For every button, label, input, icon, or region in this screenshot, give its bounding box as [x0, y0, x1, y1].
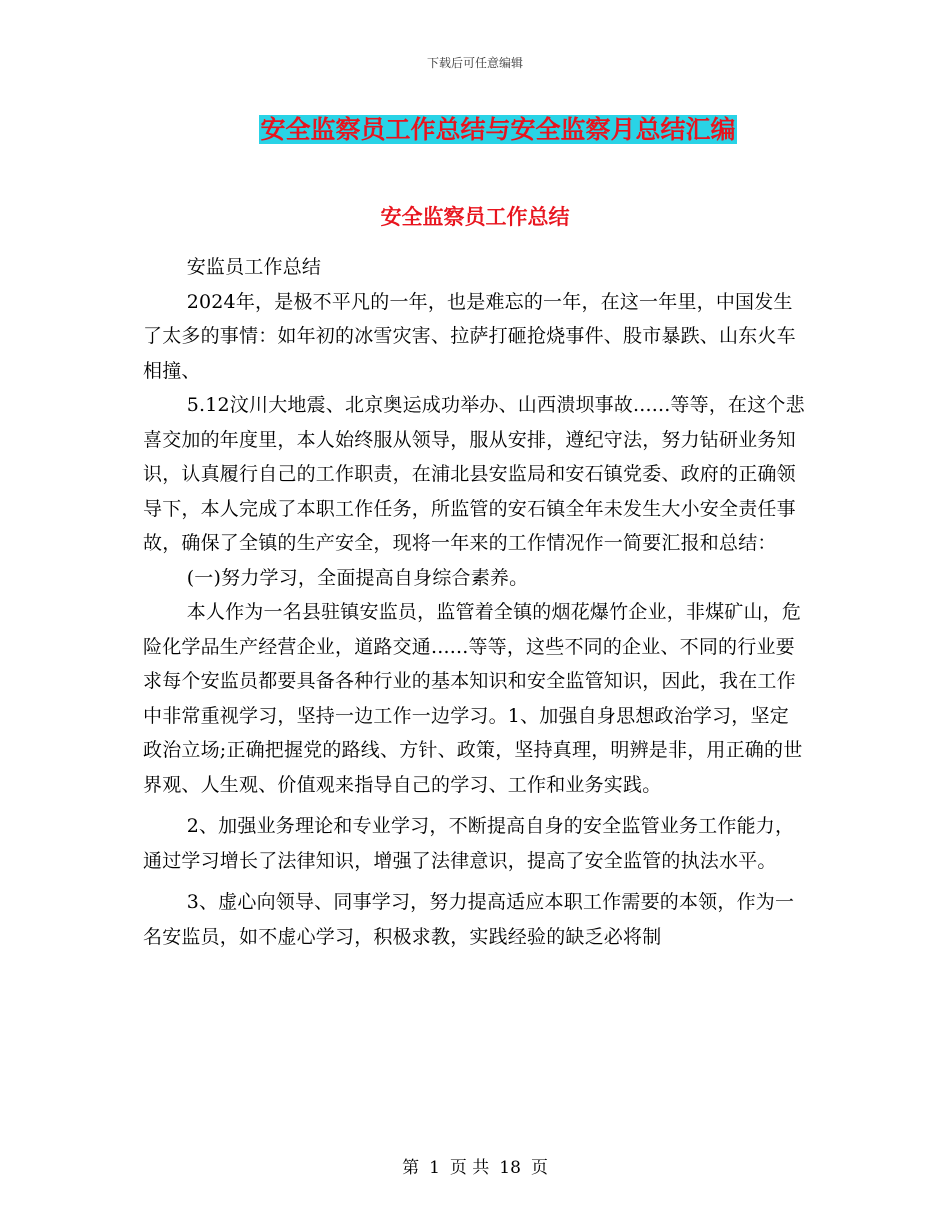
document-title-text: 安全监察员工作总结与安全监察月总结汇编: [260, 115, 736, 144]
footer-suffix: 页: [530, 1158, 548, 1178]
header-note: 下载后可任意编辑: [426, 56, 523, 70]
page-number: 1: [429, 1158, 440, 1178]
document-title: [0, 113, 950, 147]
footer-prefix: 第: [402, 1158, 420, 1178]
paragraph: 本人作为一名县驻镇安监员，监管着全镇的烟花爆竹企业，非煤矿山，危险化学品生产经营企业，道路交通......等等，这些不同的企业、不同的行业要求每个安监员都要具备各种行业的基本知识和安全监管知识，因此，我在工作中非常重视学习，坚持一边工作一边学习。1、加强自身思想政治学习，坚定政治立场;正确把握党的路线、方针、政策，坚持真理，明辨是非，用正确的世界观、人生观、价值观来指导自己的学习、工作和业务实践。: [143, 601, 803, 796]
page-total: 18: [499, 1158, 521, 1178]
paragraph: 2024年，是极不平凡的一年，也是难忘的一年，在这一年里，中国发生了太多的事情：如年初的冰雪灾害、拉萨打砸抢烧事件、股市暴跌、山东火车相撞、: [143, 290, 796, 382]
paragraph: 3、虚心向领导、同事学习，努力提高适应本职工作需要的本领，作为一名安监员，如不虚心学习，积极求教，实践经验的缺乏必将制: [143, 891, 795, 948]
page-footer: [0, 1153, 950, 1178]
body-text: [143, 250, 808, 954]
paragraph: 2、加强业务理论和专业学习，不断提高自身的安全监管业务工作能力，通过学习增长了法律知识，增强了法律意识，提高了安全监管的执法水平。: [143, 815, 795, 872]
footer-middle: 页 共: [449, 1158, 490, 1178]
section-title: 安全监察员工作总结: [380, 205, 570, 229]
paragraph-heading: 安监员工作总结: [186, 256, 322, 278]
paragraph: 5.12汶川大地震、北京奥运成功举办、山西溃坝事故......等等，在这个悲喜交加的年度里，本人始终服从领导，服从安排，遵纪守法，努力钻研业务知识，认真履行自己的工作职责，在浦北县安监局和安石镇党委、政府的正确领导下，本人完成了本职工作任务，所监管的安石镇全年未发生大小安全责任事故，确保了全镇的生产安全，现将一年来的工作情况作一简要汇报和总结：: [143, 394, 805, 554]
paragraph: (一)努力学习，全面提高自身综合素养。: [186, 566, 529, 589]
